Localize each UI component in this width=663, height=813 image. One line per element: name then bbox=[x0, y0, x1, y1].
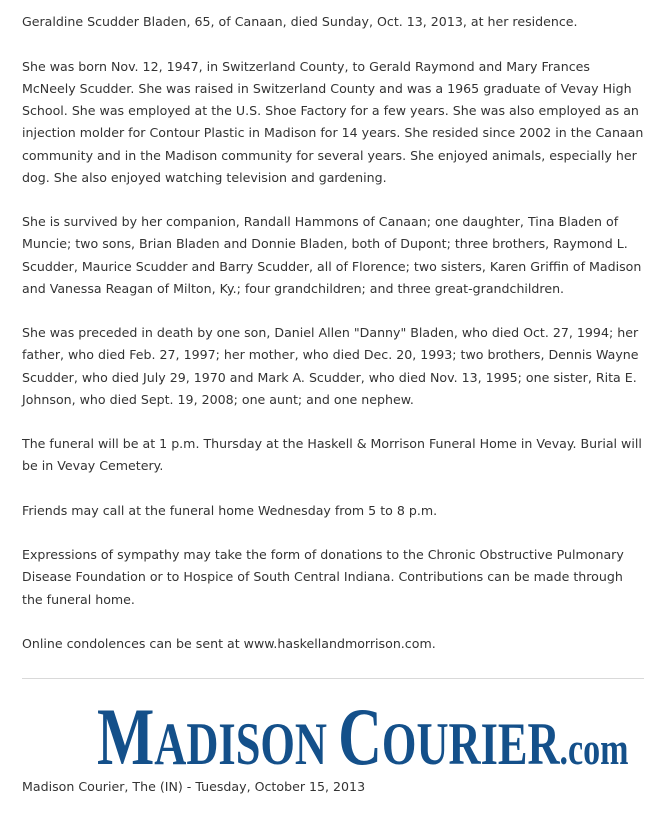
paragraph-visitation: Friends may call at the funeral home Wednesday from 5 to 8 p.m. bbox=[22, 502, 438, 518]
paragraph-death-notice: Geraldine Scudder Bladen, 65, of Canaan, died Sunday, Oct. 13, 2013, at her residence. bbox=[22, 14, 578, 29]
paragraph-condolences: Online condolences can be sent at www.haskellandmorrison.com. bbox=[22, 635, 436, 651]
logo-letters-adison: ADISON bbox=[154, 711, 327, 777]
logo-letter-c: C bbox=[338, 691, 382, 782]
paragraph-survivors: She is survived by her companion, Randall Hammons of Canaan; one daughter, Tina Bladen of Muncie; two sons, Brian Bladen and Donnie Bladen, both of Dupont; three brothers, Raymond L. Scudder, Maurice Scudder and Barry Scudder, all of Florence; two sisters, Karen Griffin of Madison and Vanessa Reagan of Milton, Ky.; four grandchildren; and three great-grandchildren. bbox=[22, 214, 642, 296]
obituary-article bbox=[22, 11, 647, 677]
paragraph-preceded-in-death: She was preceded in death by one son, Daniel Allen "Danny" Bladen, who died Oct. 27, 1994; her father, who died Feb. 27, 1997; her mother, who died Dec. 20, 1993; two brothers, Dennis Wayne Scudder, who died July 29, 1970 and Mark A. Scudder, who died Nov. 13, 1995; one sister, Rita E. Johnson, who died Sept. 19, 2008; one aunt; and one nephew. bbox=[22, 325, 639, 407]
logo-letter-m: M bbox=[97, 691, 155, 782]
madison-courier-logo bbox=[97, 691, 629, 782]
logo-letters-ourier: OURIER bbox=[381, 711, 560, 777]
paragraph-biography: She was born Nov. 12, 1947, in Switzerland County, to Gerald Raymond and Mary Frances McNeely Scudder. She was raised in Switzerland County and was a 1965 graduate of Vevay High School. She was employed at the U.S. Shoe Factory for a few years. She was also employed as an injection molder for Contour Plastic in Madison for 14 years. She resided since 2002 in the Canaan community and in the Madison community for several years. She enjoyed animals, especially her dog. She also enjoyed watching television and gardening. bbox=[22, 58, 644, 185]
divider-line bbox=[22, 678, 644, 679]
paragraph-donations: Expressions of sympathy may take the form of donations to the Chronic Obstructive Pulmonary Disease Foundation or to Hospice of South Central Indiana. Contributions can be made through the funeral home. bbox=[22, 547, 624, 607]
paragraph-funeral: The funeral will be at 1 p.m. Thursday at the Haskell & Morrison Funeral Home in Vevay. Burial will be in Vevay Cemetery. bbox=[22, 436, 642, 474]
source-citation: Madison Courier, The (IN) - Tuesday, October 15, 2013 bbox=[22, 779, 366, 794]
logo-dotcom: .com bbox=[559, 723, 629, 774]
